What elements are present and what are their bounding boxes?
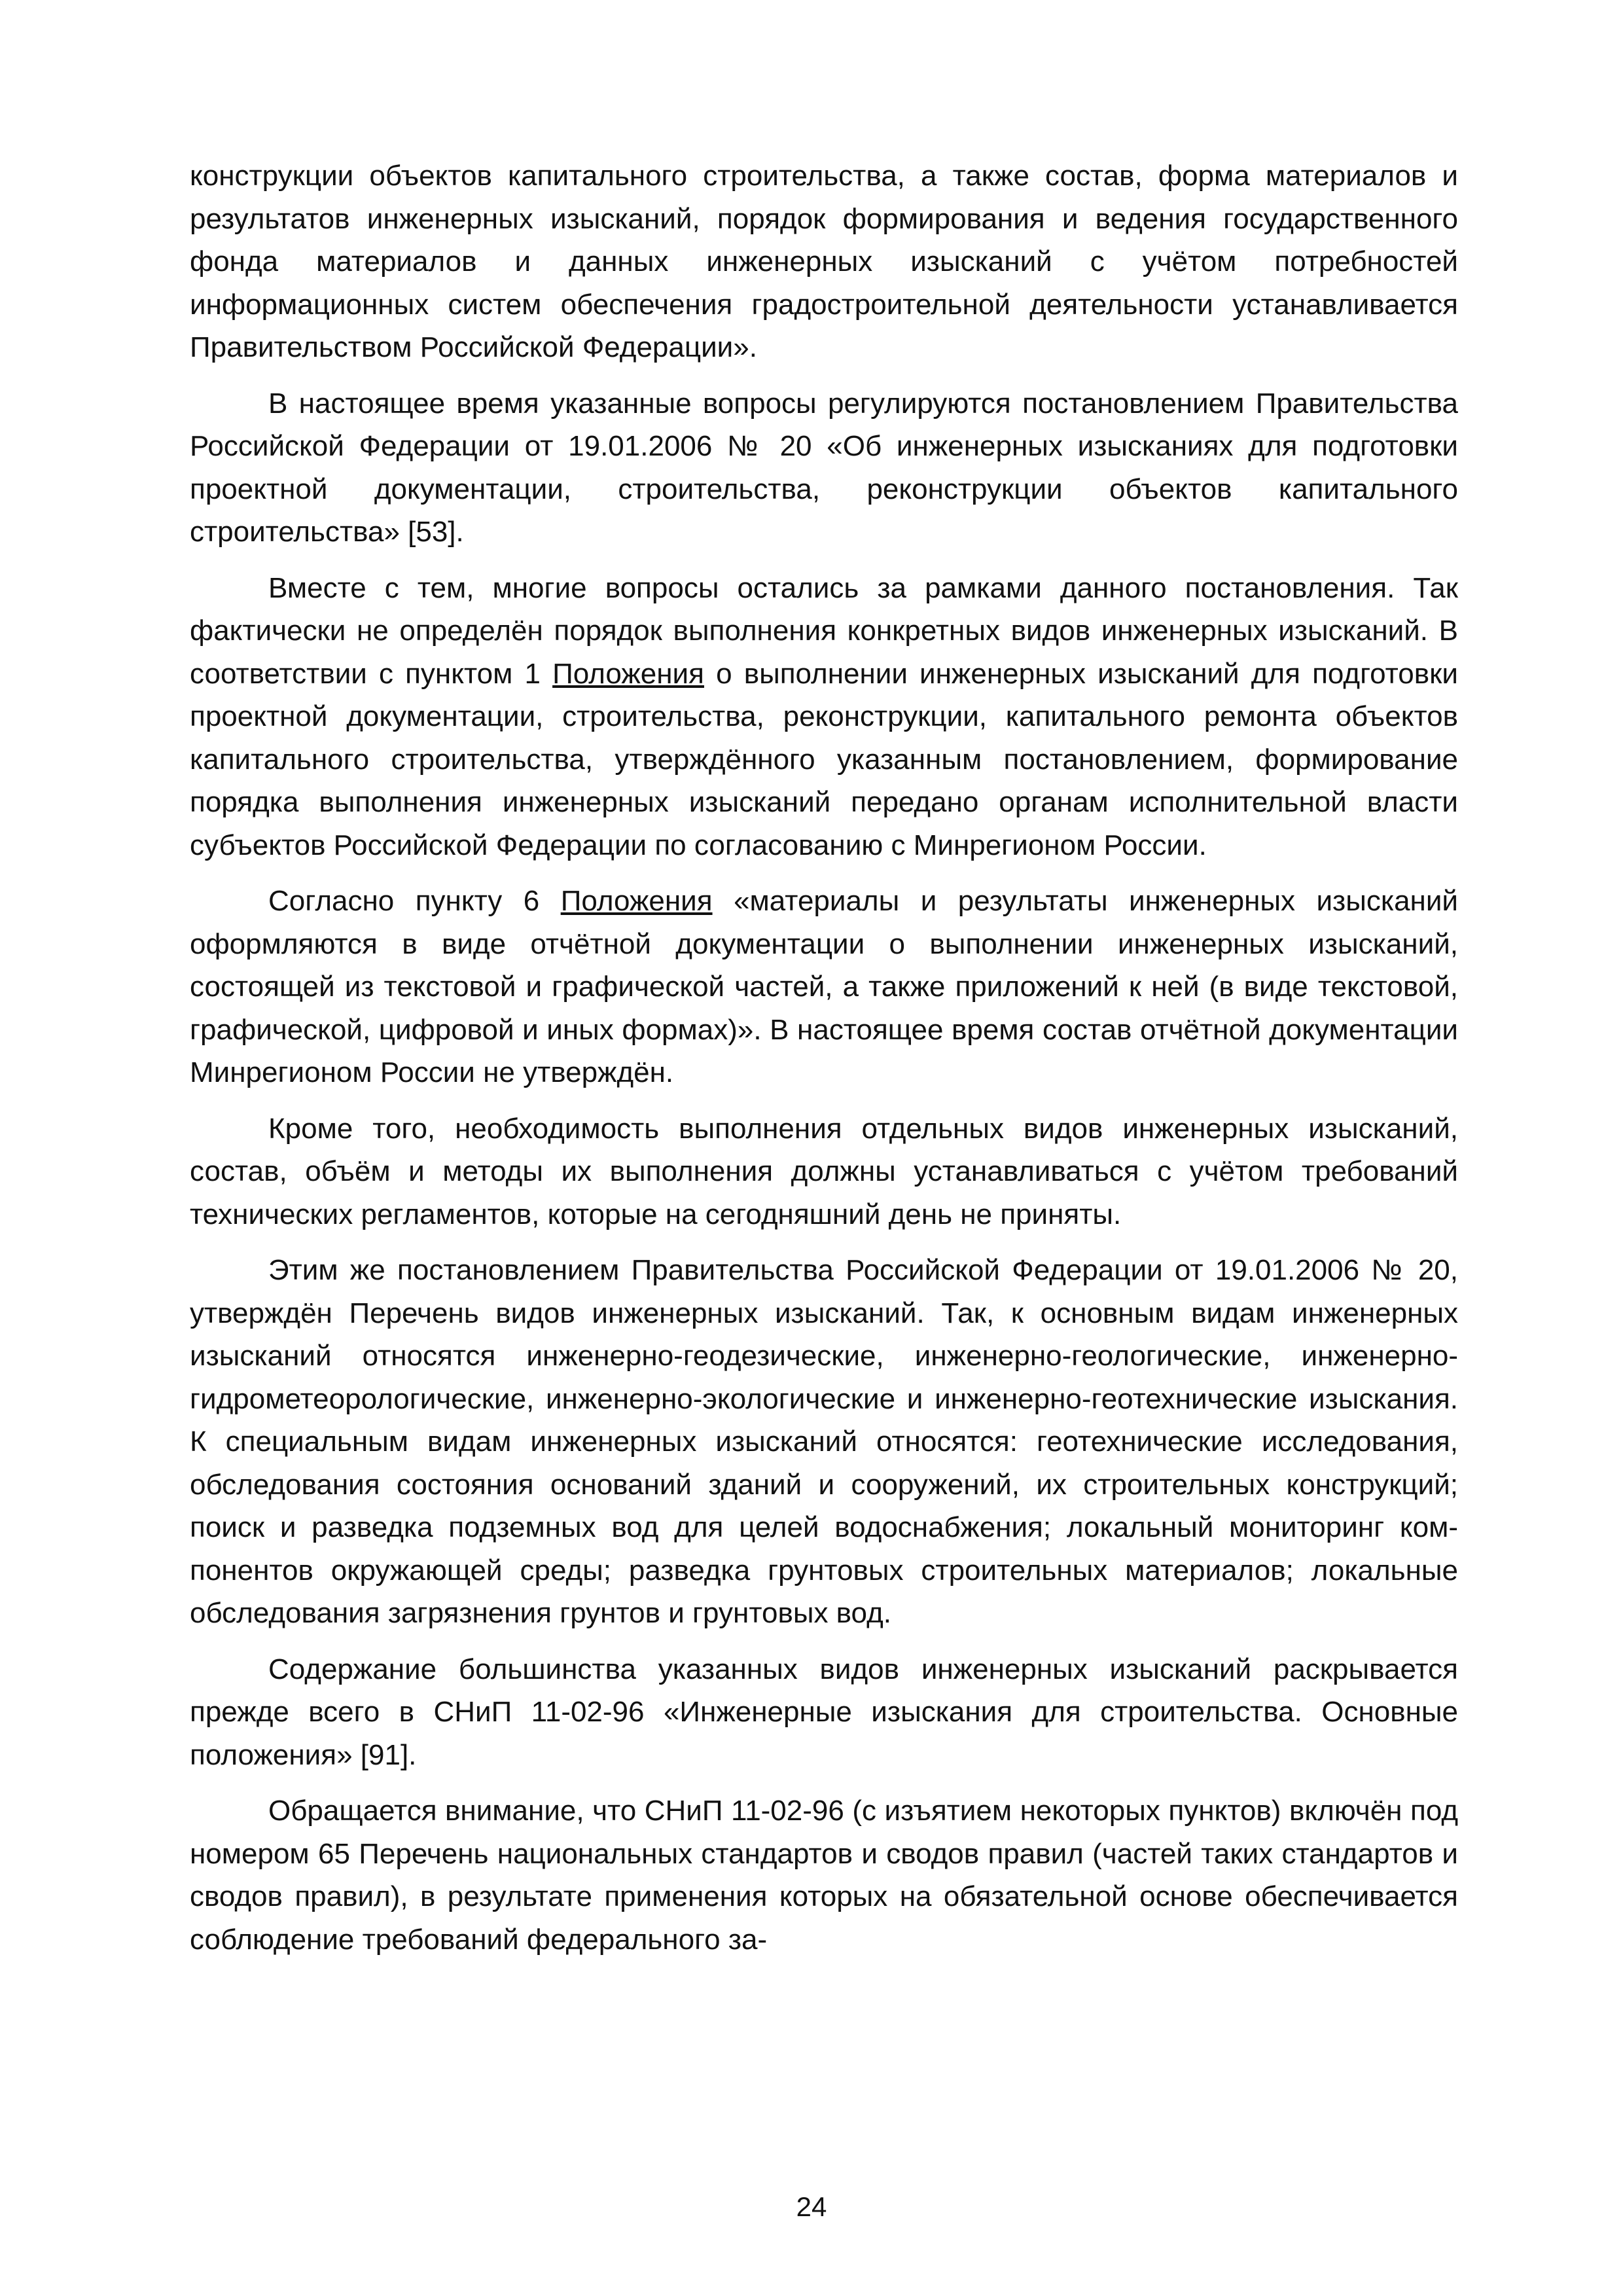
paragraph-text: Согласно пункту 6 bbox=[268, 885, 561, 917]
paragraph-7 bbox=[190, 1648, 1458, 1777]
paragraph-text: Содержание большинства указанных видов инженерных изысканий раскрывается прежде всего в СНиП 11-02-96 «Инженерные изыскания для строительства. Основные положения» [91]. bbox=[190, 1653, 1458, 1771]
page-number: 24 bbox=[796, 2191, 827, 2222]
paragraph-6 bbox=[190, 1249, 1458, 1635]
paragraph-text: конструкции объектов капитального строительства, а также состав, форма материалов и результатов инженерных изысканий, порядок формирования и ведения государственного фонда материалов и данных инженерных изысканий с учётом потребностей информационных систем обеспечения градостроительной деятельности устанавливается Правительством Российской Федерации». bbox=[190, 160, 1458, 363]
paragraph-2 bbox=[190, 382, 1458, 554]
paragraph-text: В настоящее время указанные вопросы регулируются постановлением Правительства Российской Федерации от 19.01.2006 № 20 «Об инженерных изысканиях для подготовки проектной документации, строительства, реконструкции объектов капитального строительства» [53]. bbox=[190, 387, 1458, 548]
polozhenie-link[interactable]: Положения bbox=[552, 657, 704, 690]
paragraph-text: Вместе с тем, многие вопросы остались за рамками данного постановления. Так фактически не определён порядок выполнения конкретных видов инженерных изысканий. В соответствии с пунктом 1 bbox=[190, 571, 1458, 690]
paragraph-text: о выполнении инженерных изысканий для подготовки проектной документации, строительства, реконструкции, капитального ремонта объектов капитального строительства, утверждённого указанным постановлением, формирование порядка выполнения инженерных изысканий передано органам исполнительной власти субъектов Российской Федерации по согласованию с Минрегионом России. bbox=[190, 657, 1458, 861]
paragraph-text: Обращается внимание, что СНиП 11-02-96 (с изъятием некоторых пунктов) включён под номером 65 Перечень национальных стандартов и сводов правил (частей таких стандартов и сводов правил), в результате применения которых на обязательной основе обеспечивается соблюдение требований федерального за- bbox=[190, 1795, 1458, 1956]
paragraph-1 bbox=[190, 154, 1458, 369]
paragraph-text: «материалы и результаты инженерных изысканий оформляются в виде отчётной документации о выполнении инженерных изысканий, состоящей из текстовой и графической частей, а также приложений к ней (в виде текстовой, графической, цифровой и иных формах)». В настоящее время состав отчётной документации Минрегионом России не утверждён. bbox=[190, 885, 1459, 1088]
paragraph-5 bbox=[190, 1107, 1458, 1236]
paragraph-3 bbox=[190, 567, 1458, 867]
document-body bbox=[190, 154, 1458, 1974]
paragraph-text: Кроме того, необходимость выполнения отдельных видов инженерных изысканий, состав, объём и методы их выполнения должны устанавливаться с учётом требований технических регламентов, которые на сегодняшний день не приняты. bbox=[190, 1112, 1458, 1230]
polozhenie-link[interactable]: Положения bbox=[560, 885, 713, 917]
paragraph-4 bbox=[190, 880, 1458, 1094]
paragraph-text: Этим же постановлением Правительства Российской Федерации от 19.01.2006 № 20, утверждён Перечень видов инженерных изысканий. Так, к основным видам инженерных изысканий относятся инженерно-геодезические, инженерно-геологические, инженерно-гидрометеорологические, инженерно-экологические и инженерно-геотехнические изыскания. К специальным видам инженерных изысканий относятся: геотехнические исследования, обследования состояния оснований зданий и сооружений, их строительных конструкций; поиск и разведка подземных вод для целей водоснабжения; локальный мониторинг компонентов окружающей среды; разведка грунтовых строительных материалов; локальные обследования загрязнения грунтов и грунтовых вод. bbox=[190, 1254, 1458, 1629]
paragraph-8 bbox=[190, 1789, 1458, 1961]
